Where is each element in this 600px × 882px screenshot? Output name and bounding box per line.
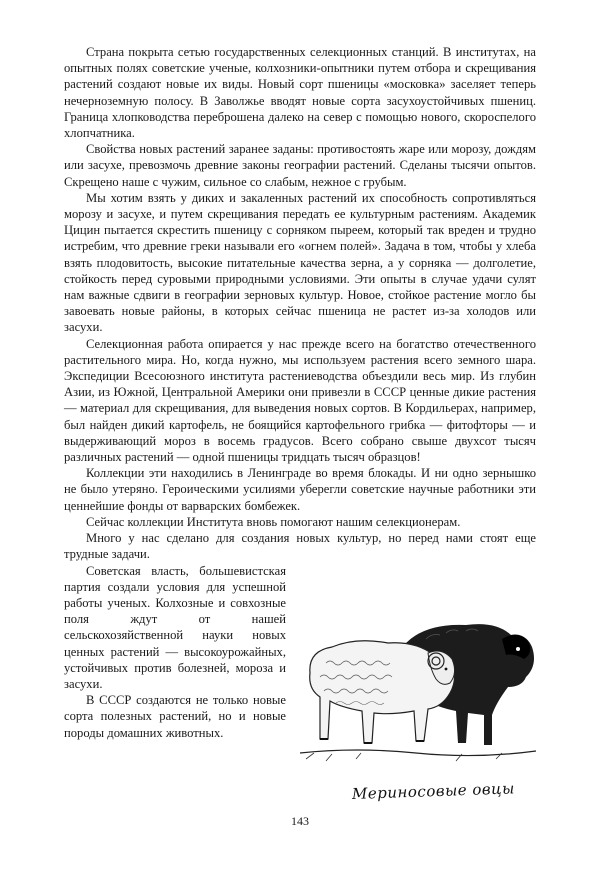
merino-sheep-illustration bbox=[296, 603, 540, 769]
page-body bbox=[64, 44, 536, 803]
lower-section bbox=[64, 563, 536, 803]
paragraph-soviet-power: Советская власть, большевистская партия создали условия для успешной работы ученых. Колхозные и совхозные поля ждут от нашей сельскохозяйственной науки новых ценных растений — высокоурожайных, устойчивых против болезней, мороза и засухи. bbox=[64, 563, 286, 691]
paragraph-selection-work: Селекционная работа опирается у нас прежде всего на богатство отечественного растительного мира. Но, когда нужно, мы используем растения всего земного шара. Экспедиции Всесоюзного института растениеводства объездили весь мир. Из глубин Азии, из Южной, Центральной Америки они привезли в СССР ценные дикие растения — материал для скрещивания, для выведения новых сортов. В Кордильерах, например, был найден дикий картофель, не боящийся картофельного грибка — фитофторы — и выдерживающий мороз в восемь градусов. Всего собрано свыше двухсот тысяч различных растений — одной пшеницы тридцать тысяч образцов! bbox=[64, 336, 536, 465]
paragraph-new-breeds: В СССР создаются не только новые сорта полезных растений, но и новые породы домашних животных. bbox=[64, 693, 286, 740]
illustration-caption: Мериносовые овцы bbox=[351, 778, 516, 803]
paragraph-wild-plants: Мы хотим взять у диких и закаленных растений их способность сопротивляться морозу и засухе, и путем скрещивания передать ее культурным растениям. Академик Цицин пытается скрестить пшеницу с сорняком пыреем, который так вреден и трудно истребим, что древние греки называли его «огнем полей». Задача в том, чтобы у хлеба взять плодовитость, высокие питательные качества зерна, а у сорняка — долголетие, стойкость перед суровыми природными условиями. Эти опыты в случае удачи сулят нам важные сдвиги в географии зерновых культур. Новое, стойкое растение могло бы завоевать новые районы, в которых сейчас пшеница не растет из-за холодов или засухи. bbox=[64, 190, 536, 335]
paragraph-selection-stations: Страна покрыта сетью государственных селекционных станций. В институтах, на опытных полях советские ученые, колхозники-опытники путем отбора и скрещивания растений создают новые их виды. Новый сорт пшеницы «московка» заселяет теперь нечерноземную полосу. В Заволжье вводят новые сорта засухоустойчивых пшениц. Граница хлопководства переброшена далеко на север с помощью нового, скороспелого хлопчатника. bbox=[64, 45, 536, 141]
white-sheep bbox=[310, 640, 455, 742]
page-number: 143 bbox=[291, 814, 309, 828]
paragraph-collections-help: Сейчас коллекции Института вновь помогают нашим селекционерам. bbox=[86, 514, 461, 529]
sheep-drawing bbox=[296, 603, 540, 769]
paragraph-plant-properties: Свойства новых растений заранее заданы: противостоять жаре или морозу, дождям или засухе, превозмочь древние законы географии растений. Сделаны тысячи опытов. Скрещено наше с чужим, сильное со слабым, нежное с грубым. bbox=[64, 142, 536, 189]
paragraph-collections-blockade: Коллекции эти находились в Ленинграде во время блокады. И ни одно зернышко не было утеряно. Героическими усилиями уберегли советские научные работники эти ценнейшие фонды от варварских бомбежек. bbox=[64, 466, 536, 513]
paragraph-new-tasks: Много у нас сделано для создания новых культур, но перед нами стоят еще трудные задачи. bbox=[64, 531, 536, 562]
lower-text-column bbox=[64, 563, 286, 741]
